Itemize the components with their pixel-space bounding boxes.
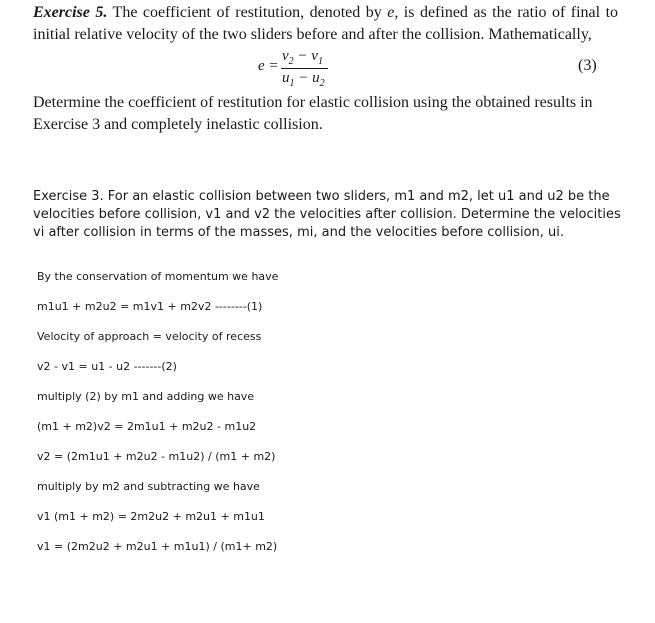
formula-numerator: $v_2 - v_1$ xyxy=(282,48,323,67)
exercise5-intro-part2: , is defined as the ratio of final to initial relative velocity of the two sliders before and after the collision. Mathematically, xyxy=(33,4,619,43)
solution-step: v1 (m1 + m2) = 2m2u2 + m2u1 + m1u1 xyxy=(37,510,265,523)
fraction-bar xyxy=(281,68,328,69)
solution-step: Velocity of approach = velocity of recess xyxy=(37,330,262,343)
exercise5-title: Exercise 5. xyxy=(33,4,108,21)
solution-step: multiply by m2 and subtracting we have xyxy=(37,480,260,493)
exercise5-intro xyxy=(33,2,618,46)
formula-lhs: e = xyxy=(258,58,279,74)
exercise5-intro-part1: The coefficient of restitution, denoted by xyxy=(112,4,388,21)
formula-denominator: $u_1 - u_2$ xyxy=(282,70,325,89)
solution-step: v1 = (2m2u2 + m2u1 + m1u1) / (m1+ m2) xyxy=(37,540,278,553)
equation-number: (3) xyxy=(578,57,597,74)
solution-step: (m1 + m2)v2 = 2m1u1 + m2u2 - m1u2 xyxy=(37,420,257,433)
solution-step: By the conservation of momentum we have xyxy=(37,270,279,283)
exercise5-e-variable: e xyxy=(387,4,395,21)
solution-step: v2 = (2m1u1 + m2u2 - m1u2) / (m1 + m2) xyxy=(37,450,276,463)
solution-step: v2 - v1 = u1 - u2 -------(2) xyxy=(37,360,177,373)
solution-step: multiply (2) by m1 and adding we have xyxy=(37,390,255,403)
exercise5-intro-paragraph xyxy=(33,2,618,46)
solution-step: m1u1 + m2u2 = m1v1 + m2v2 --------(1) xyxy=(37,300,263,313)
exercise5-task: Determine the coefficient of restitution for elastic collision using the obtained results in Exercise 3 and completely inelastic collision. xyxy=(33,94,593,133)
restitution-formula xyxy=(258,48,338,88)
exercise3-question: Exercise 3. For an elastic collision between two sliders, m1 and m2, let u1 and u2 be the velocities before collision, v1 and v2 the velocities after collision. Determine the velocities vi after collision in terms of the masses, mi, and the velocities before collision, ui. xyxy=(33,189,621,240)
